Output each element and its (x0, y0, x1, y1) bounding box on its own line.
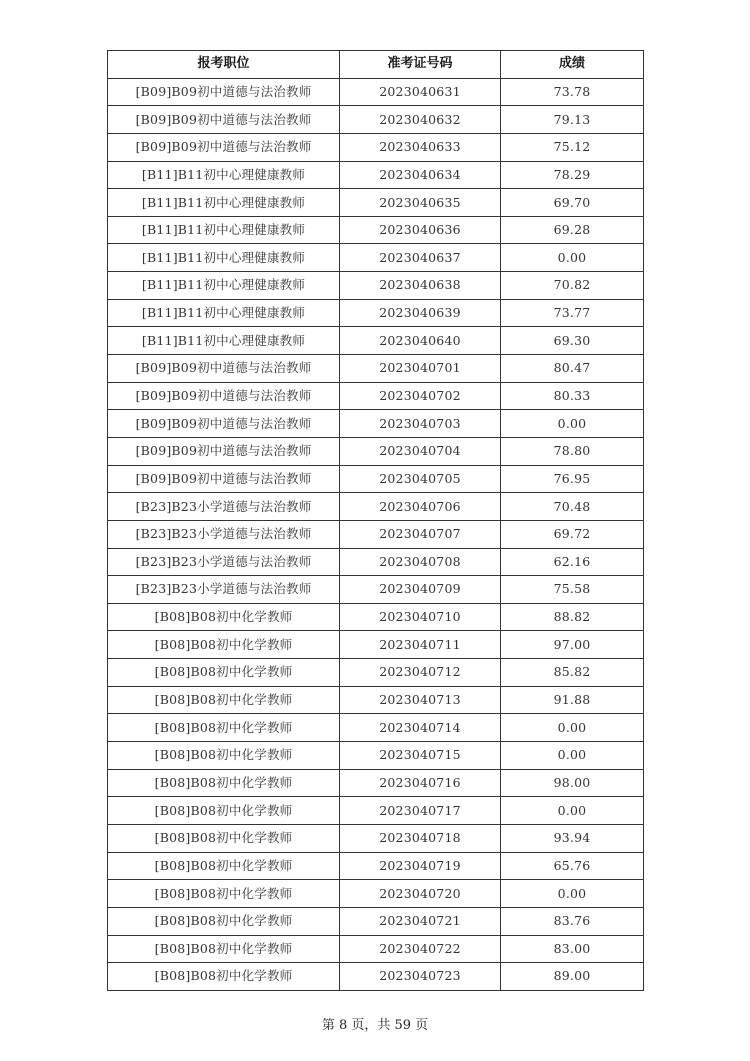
cell-score: 69.30 (501, 327, 644, 355)
table-row (108, 465, 644, 493)
cell-exam-number: 2023040708 (340, 548, 501, 576)
table-row (108, 437, 644, 465)
cell-position: [B08]B08初中化学教师 (108, 907, 340, 935)
cell-position: [B09]B09初中道德与法治教师 (108, 382, 340, 410)
table-row (108, 880, 644, 908)
table-row (108, 824, 644, 852)
cell-position: [B09]B09初中道德与法治教师 (108, 78, 340, 106)
cell-exam-number: 2023040704 (340, 437, 501, 465)
table-row (108, 852, 644, 880)
cell-score: 85.82 (501, 659, 644, 687)
cell-score: 62.16 (501, 548, 644, 576)
table-row (108, 216, 644, 244)
table-row (108, 603, 644, 631)
cell-score: 70.82 (501, 272, 644, 300)
cell-exam-number: 2023040710 (340, 603, 501, 631)
cell-position: [B08]B08初中化学教师 (108, 824, 340, 852)
score-table (107, 50, 644, 991)
header-position: 报考职位 (108, 51, 340, 79)
cell-position: [B09]B09初中道德与法治教师 (108, 437, 340, 465)
cell-position: [B08]B08初中化学教师 (108, 880, 340, 908)
cell-score: 0.00 (501, 797, 644, 825)
cell-score: 80.47 (501, 355, 644, 383)
table-row (108, 742, 644, 770)
cell-score: 80.33 (501, 382, 644, 410)
cell-position: [B09]B09初中道德与法治教师 (108, 133, 340, 161)
cell-position: [B11]B11初中心理健康教师 (108, 189, 340, 217)
cell-exam-number: 2023040723 (340, 963, 501, 991)
cell-position: [B23]B23小学道德与法治教师 (108, 548, 340, 576)
cell-exam-number: 2023040639 (340, 299, 501, 327)
cell-score: 73.78 (501, 78, 644, 106)
cell-exam-number: 2023040718 (340, 824, 501, 852)
cell-score: 70.48 (501, 493, 644, 521)
cell-exam-number: 2023040701 (340, 355, 501, 383)
table-header-row (108, 51, 644, 79)
cell-exam-number: 2023040716 (340, 769, 501, 797)
page-footer: 第 8 页，共 59 页 (321, 1018, 429, 1033)
table-row (108, 520, 644, 548)
cell-position: [B11]B11初中心理健康教师 (108, 161, 340, 189)
cell-exam-number: 2023040715 (340, 742, 501, 770)
cell-position: [B08]B08初中化学教师 (108, 852, 340, 880)
cell-score: 69.72 (501, 520, 644, 548)
cell-score: 75.12 (501, 133, 644, 161)
cell-exam-number: 2023040711 (340, 631, 501, 659)
cell-exam-number: 2023040633 (340, 133, 501, 161)
table-row (108, 686, 644, 714)
cell-score: 93.94 (501, 824, 644, 852)
table-row (108, 631, 644, 659)
cell-position: [B09]B09初中道德与法治教师 (108, 355, 340, 383)
cell-exam-number: 2023040631 (340, 78, 501, 106)
cell-exam-number: 2023040720 (340, 880, 501, 908)
table-row (108, 161, 644, 189)
table-row (108, 659, 644, 687)
cell-exam-number: 2023040636 (340, 216, 501, 244)
cell-position: [B08]B08初中化学教师 (108, 714, 340, 742)
cell-position: [B08]B08初中化学教师 (108, 935, 340, 963)
cell-position: [B09]B09初中道德与法治教师 (108, 465, 340, 493)
table-row (108, 963, 644, 991)
table-row (108, 493, 644, 521)
cell-position: [B11]B11初中心理健康教师 (108, 216, 340, 244)
table-row (108, 548, 644, 576)
cell-position: [B09]B09初中道德与法治教师 (108, 106, 340, 134)
cell-score: 0.00 (501, 244, 644, 272)
cell-score: 0.00 (501, 714, 644, 742)
cell-score: 65.76 (501, 852, 644, 880)
table-row (108, 769, 644, 797)
table-row (108, 272, 644, 300)
header-score: 成绩 (501, 51, 644, 79)
cell-exam-number: 2023040707 (340, 520, 501, 548)
table-row (108, 189, 644, 217)
table-row (108, 714, 644, 742)
cell-score: 78.80 (501, 437, 644, 465)
cell-score: 73.77 (501, 299, 644, 327)
cell-exam-number: 2023040719 (340, 852, 501, 880)
cell-score: 78.29 (501, 161, 644, 189)
cell-score: 89.00 (501, 963, 644, 991)
cell-score: 0.00 (501, 880, 644, 908)
cell-exam-number: 2023040637 (340, 244, 501, 272)
cell-position: [B09]B09初中道德与法治教师 (108, 410, 340, 438)
cell-position: [B08]B08初中化学教师 (108, 963, 340, 991)
cell-position: [B08]B08初中化学教师 (108, 631, 340, 659)
table-row (108, 355, 644, 383)
cell-position: [B11]B11初中心理健康教师 (108, 327, 340, 355)
cell-score: 69.70 (501, 189, 644, 217)
cell-position: [B11]B11初中心理健康教师 (108, 299, 340, 327)
cell-position: [B08]B08初中化学教师 (108, 659, 340, 687)
table-row (108, 410, 644, 438)
cell-score: 79.13 (501, 106, 644, 134)
cell-exam-number: 2023040714 (340, 714, 501, 742)
cell-exam-number: 2023040702 (340, 382, 501, 410)
cell-score: 91.88 (501, 686, 644, 714)
table-row (108, 106, 644, 134)
table-row (108, 576, 644, 604)
cell-position: [B08]B08初中化学教师 (108, 686, 340, 714)
cell-position: [B11]B11初中心理健康教师 (108, 272, 340, 300)
cell-score: 0.00 (501, 742, 644, 770)
table-row (108, 78, 644, 106)
cell-exam-number: 2023040640 (340, 327, 501, 355)
cell-exam-number: 2023040717 (340, 797, 501, 825)
cell-exam-number: 2023040706 (340, 493, 501, 521)
cell-exam-number: 2023040721 (340, 907, 501, 935)
table-body (108, 78, 644, 990)
cell-score: 83.76 (501, 907, 644, 935)
table-row (108, 797, 644, 825)
cell-score: 0.00 (501, 410, 644, 438)
cell-position: [B23]B23小学道德与法治教师 (108, 520, 340, 548)
cell-exam-number: 2023040709 (340, 576, 501, 604)
cell-position: [B08]B08初中化学教师 (108, 603, 340, 631)
table-row (108, 244, 644, 272)
cell-position: [B23]B23小学道德与法治教师 (108, 493, 340, 521)
cell-exam-number: 2023040713 (340, 686, 501, 714)
table-row (108, 382, 644, 410)
cell-exam-number: 2023040703 (340, 410, 501, 438)
cell-position: [B11]B11初中心理健康教师 (108, 244, 340, 272)
cell-position: [B08]B08初中化学教师 (108, 797, 340, 825)
cell-score: 88.82 (501, 603, 644, 631)
cell-score: 69.28 (501, 216, 644, 244)
table-row (108, 327, 644, 355)
cell-score: 97.00 (501, 631, 644, 659)
cell-exam-number: 2023040705 (340, 465, 501, 493)
cell-score: 75.58 (501, 576, 644, 604)
table-row (108, 935, 644, 963)
cell-score: 76.95 (501, 465, 644, 493)
cell-position: [B23]B23小学道德与法治教师 (108, 576, 340, 604)
cell-exam-number: 2023040712 (340, 659, 501, 687)
cell-exam-number: 2023040722 (340, 935, 501, 963)
table-row (108, 907, 644, 935)
cell-exam-number: 2023040635 (340, 189, 501, 217)
cell-exam-number: 2023040638 (340, 272, 501, 300)
table-row (108, 133, 644, 161)
cell-score: 98.00 (501, 769, 644, 797)
header-exam-number: 准考证号码 (340, 51, 501, 79)
cell-exam-number: 2023040634 (340, 161, 501, 189)
cell-score: 83.00 (501, 935, 644, 963)
table-row (108, 299, 644, 327)
cell-position: [B08]B08初中化学教师 (108, 742, 340, 770)
cell-position: [B08]B08初中化学教师 (108, 769, 340, 797)
cell-exam-number: 2023040632 (340, 106, 501, 134)
